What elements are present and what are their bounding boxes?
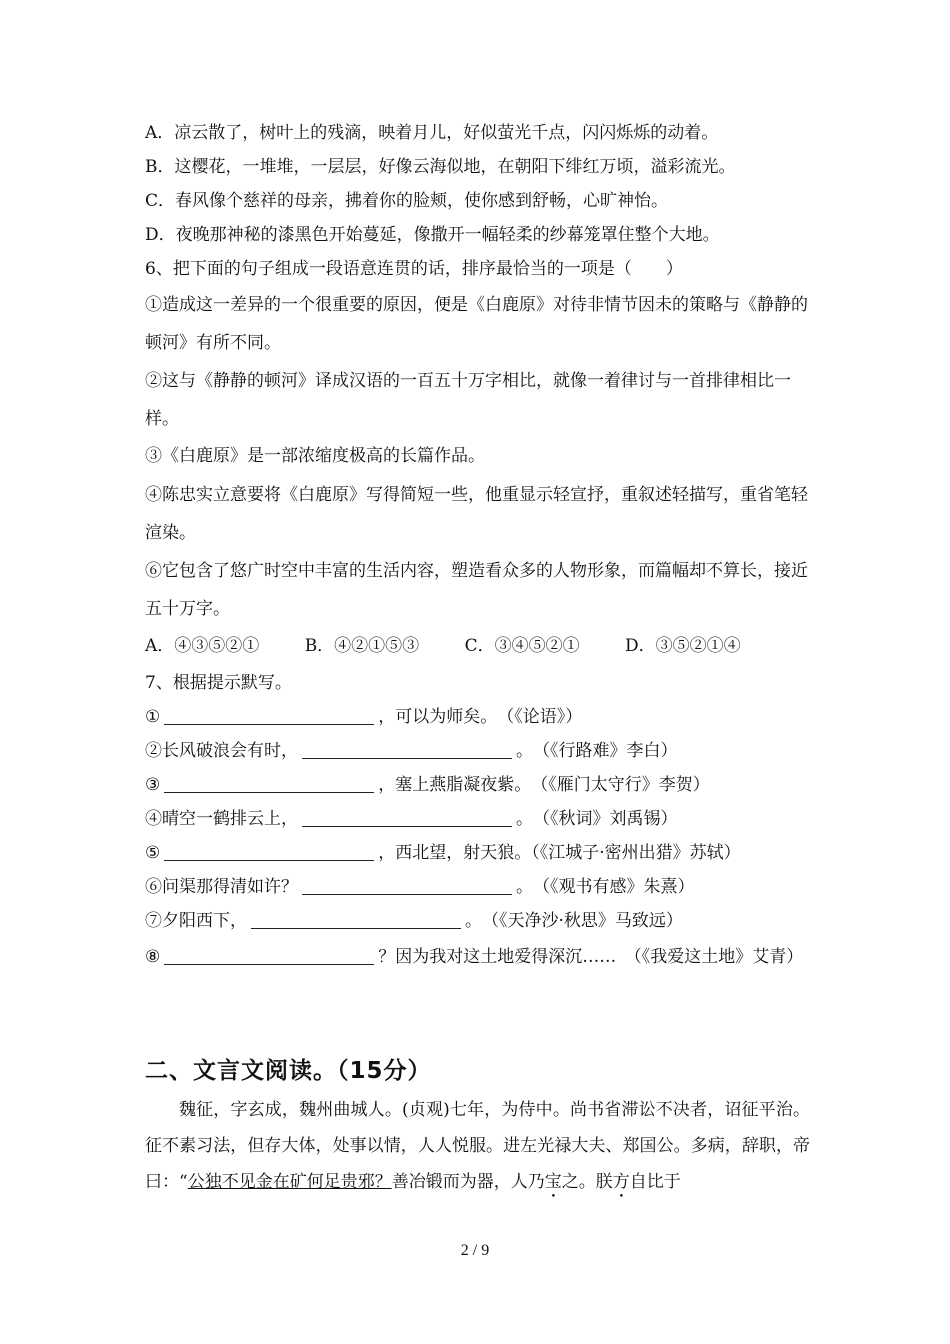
q7-item-6-prefix: ⑥问渠那得清如许？	[145, 877, 298, 897]
q6-item-4: ④陈忠实立意要将《白鹿原》写得简短一些，他重显示轻宣抒，重叙述轻描写，重省笔轻渲染。	[145, 485, 808, 543]
q6-question: 6、把下面的句子组成一段语意连贯的话，排序最恰当的一项是（ ）	[145, 259, 683, 279]
fill-blank[interactable]	[164, 942, 374, 965]
q7-item-8-suffix: ？因为我对这土地爱得深沉…… （《我爱这土地》艾青）	[378, 947, 804, 967]
fill-blank[interactable]	[302, 804, 512, 827]
q7-item-2-suffix: 。 （《行路难》李白）	[516, 741, 678, 761]
q7-item-4-suffix: 。 （《秋词》刘禹锡）	[516, 809, 678, 829]
q6-option-c: C．③④⑤②①	[464, 636, 580, 656]
q7-item-8-prefix: ⑧	[145, 947, 161, 967]
fill-blank[interactable]	[302, 872, 512, 895]
q7-item-4	[145, 802, 810, 836]
q7-item-1	[145, 700, 810, 734]
passage-text: 魏征，字玄成，魏州曲城人。(贞观)七年，为侍中。尚书省滞讼不决者，诏征平治。征不素习法，但存大体，处事以情，人人悦服。进左光禄大夫、郑国公。多病，辞职，帝曰：“	[145, 1100, 810, 1192]
passage-text: 善冶锻而为器，人乃	[391, 1172, 545, 1192]
q7-item-5-prefix: ⑤	[145, 843, 161, 863]
page-number: 2 / 9	[460, 1242, 490, 1259]
q5-option-c: C．春风像个慈祥的母亲，拂着你的脸颊，使你感到舒畅，心旷神怡。	[145, 191, 669, 211]
q7-item-3-suffix: ，塞上燕脂凝夜紫。 （《雁门太守行》李贺）	[378, 775, 710, 795]
fill-blank[interactable]	[164, 702, 374, 725]
q6-option-d: D．③⑤②①④	[625, 636, 741, 656]
passage-underlined-sentence: 公独不见金在矿何足贵邪？	[187, 1172, 392, 1192]
q7-item-6-suffix: 。 （《观书有感》朱熹）	[516, 877, 695, 897]
section-title: 二、文言文阅读。（15分）	[145, 1058, 432, 1084]
q6-item-1: ①造成这一差异的一个很重要的原因，便是《白鹿原》对待非情节因未的策略与《静静的顿河》有所不同。	[145, 295, 808, 353]
question-content	[145, 116, 810, 976]
passage-dotted-word: 宝	[544, 1172, 562, 1192]
q7-item-3-prefix: ③	[145, 775, 161, 795]
q7-item-5	[145, 836, 810, 870]
q7-item-5-suffix: ，西北望，射天狼。（《江城子·密州出猎》苏轼）	[378, 843, 741, 863]
q6-item-6: ⑥它包含了悠广时空中丰富的生活内容，塑造看众多的人物形象，而篇幅却不算长，接近五十万字。	[145, 561, 808, 619]
passage-dotted-word: 方	[612, 1172, 630, 1192]
fill-blank[interactable]	[302, 736, 512, 759]
passage-text: 之。朕	[561, 1172, 613, 1192]
fill-blank[interactable]	[251, 906, 461, 929]
q7-item-1-suffix: ，可以为师矣。 （《论语》）	[378, 707, 583, 727]
q7-item-7	[145, 904, 810, 938]
q7-item-8	[145, 938, 810, 976]
q5-option-b: B．这樱花，一堆堆，一层层，好像云海似地，在朝阳下绯红万顷，溢彩流光。	[145, 157, 736, 177]
q6-item-2: ②这与《静静的顿河》译成汉语的一百五十万字相比，就像一着律讨与一首排律相比一样。	[145, 371, 791, 429]
fill-blank[interactable]	[164, 838, 374, 861]
q6-options	[145, 628, 810, 666]
q7-item-7-suffix: 。 （《天净沙·秋思》马致远）	[465, 911, 683, 931]
q6-option-b: B．④②①⑤③	[304, 636, 420, 656]
q7-item-2-prefix: ②长风破浪会有时，	[145, 741, 298, 761]
q5-option-a: A．凉云散了，树叶上的残滴，映着月儿，好似萤光千点，闪闪烁烁的动着。	[145, 123, 719, 143]
passage-text: 自比于	[629, 1172, 681, 1192]
q6-option-a: A．④③⑤②①	[145, 636, 260, 656]
q7-item-3	[145, 768, 810, 802]
q6-item-3: ③《白鹿原》是一部浓缩度极高的长篇作品。	[145, 446, 485, 466]
q7-item-7-prefix: ⑦夕阳西下，	[145, 911, 247, 931]
q7-item-1-prefix: ①	[145, 707, 161, 727]
fill-blank[interactable]	[164, 770, 374, 793]
q7-item-4-prefix: ④晴空一鹤排云上，	[145, 809, 298, 829]
q7-question: 7、根据提示默写。	[145, 673, 292, 693]
q7-item-6	[145, 870, 810, 904]
q5-option-d: D．夜晚那神秘的漆黑色开始蔓延，像撒开一幅轻柔的纱幕笼罩住整个大地。	[145, 225, 720, 245]
q7-item-2	[145, 734, 810, 768]
classical-passage	[145, 1092, 810, 1202]
